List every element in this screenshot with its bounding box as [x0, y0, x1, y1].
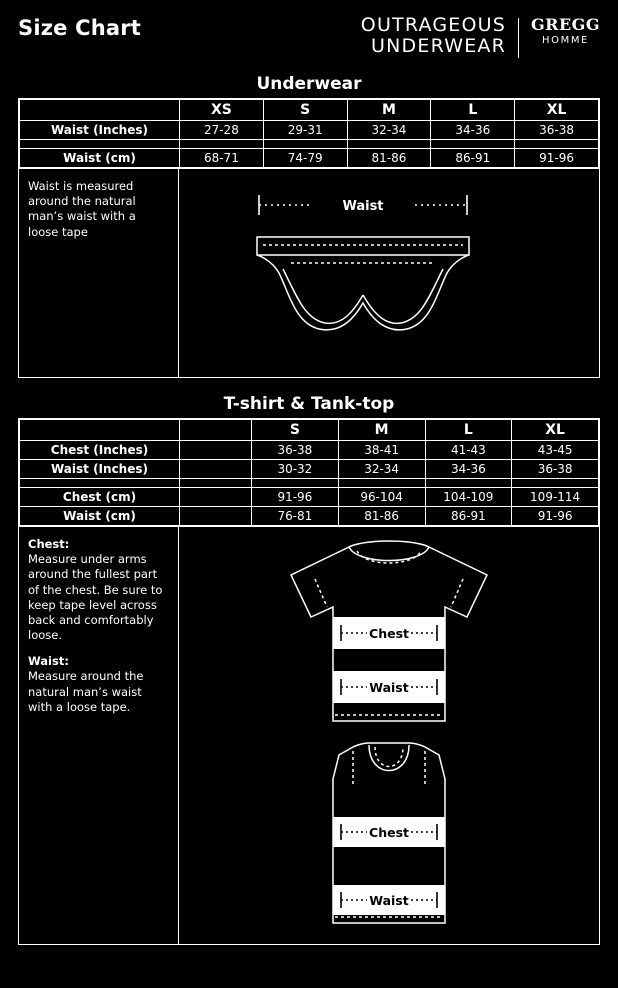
table-spacer-row: [20, 140, 599, 149]
underwear-artwork: [179, 169, 599, 377]
brief-illustration: [239, 177, 539, 367]
tshirt-notes: [19, 527, 179, 944]
table-header-row: [20, 100, 599, 121]
underwear-row-1-l: 86-91: [431, 149, 515, 168]
underwear-row-1-label: Waist (cm): [20, 149, 180, 168]
tshirt-section-title: T-shirt & Tank-top: [223, 394, 395, 414]
tshirt-row-2-s: 91-96: [252, 488, 339, 507]
underwear-header-l: L: [431, 100, 515, 121]
underwear-size-table: [19, 99, 599, 168]
waist-note-text: Measure around the natural man’s waist with a loose tape.: [28, 669, 144, 714]
table-row: [20, 441, 599, 460]
tshirt-row-0-blank: [180, 441, 252, 460]
tshirt-header-l: L: [425, 420, 512, 441]
underwear-illustration-panel: [19, 168, 599, 377]
underwear-row-0-m: 32-34: [347, 121, 431, 140]
waist-note-heading: Waist:: [28, 654, 69, 669]
underwear-row-0-s: 29-31: [263, 121, 347, 140]
tanktop-chest-label: Chest: [369, 825, 409, 840]
brand-sub-2: HOMME: [542, 34, 589, 46]
tshirt-header-m: M: [338, 420, 425, 441]
table-row: [20, 460, 599, 479]
tshirt-illustration-panel: [19, 526, 599, 944]
brand-line-2: UNDERWEAR: [371, 35, 507, 57]
brand-sub-1: GREGG: [531, 15, 600, 34]
underwear-header-m: M: [347, 100, 431, 121]
tshirt-size-table: [19, 419, 599, 526]
table-row: [20, 507, 599, 526]
underwear-row-0-l: 34-36: [431, 121, 515, 140]
table-spacer-row: [20, 479, 599, 488]
tshirt-row-2-l: 104-109: [425, 488, 512, 507]
tshirt-row-0-m: 38-41: [338, 441, 425, 460]
tshirt-row-3-m: 81-86: [338, 507, 425, 526]
table-row: [20, 149, 599, 168]
tshirt-row-1-blank: [180, 460, 252, 479]
tshirt-row-2-xl: 109-114: [512, 488, 599, 507]
tshirt-row-1-l: 34-36: [425, 460, 512, 479]
underwear-note: [19, 169, 179, 377]
tshirt-row-3-l: 86-91: [425, 507, 512, 526]
underwear-header-blank: [20, 100, 180, 121]
underwear-row-1-xs: 68-71: [180, 149, 264, 168]
underwear-waist-label: Waist: [342, 199, 384, 214]
tshirt-row-1-label: Waist (Inches): [20, 460, 180, 479]
table-row: [20, 488, 599, 507]
tshirt-row-1-m: 32-34: [338, 460, 425, 479]
tshirt-row-0-s: 36-38: [252, 441, 339, 460]
tshirt-block: [18, 418, 600, 945]
underwear-header-s: S: [263, 100, 347, 121]
underwear-row-0-xl: 36-38: [515, 121, 599, 140]
underwear-row-0-xs: 27-28: [180, 121, 264, 140]
tanktop-illustration: [249, 739, 529, 934]
tshirt-row-3-label: Waist (cm): [20, 507, 180, 526]
tshirt-artwork: [179, 527, 599, 944]
underwear-row-1-m: 81-86: [347, 149, 431, 168]
tshirt-row-0-label: Chest (Inches): [20, 441, 180, 460]
underwear-header-xl: XL: [515, 100, 599, 121]
tshirt-row-0-l: 41-43: [425, 441, 512, 460]
tshirt-header-xl: XL: [512, 420, 599, 441]
underwear-row-1-s: 74-79: [263, 149, 347, 168]
tshirt-row-3-xl: 91-96: [512, 507, 599, 526]
table-header-row: [20, 420, 599, 441]
tshirt-header-blank2: [180, 420, 252, 441]
tshirt-row-3-blank: [180, 507, 252, 526]
page-title: Size Chart: [18, 16, 142, 40]
tshirt-row-0-xl: 43-45: [512, 441, 599, 460]
page-header: [0, 0, 618, 72]
brand-divider: [518, 18, 519, 58]
underwear-header-xs: XS: [180, 100, 264, 121]
chest-note-text: Measure under arms around the fullest part of the chest. Be sure to keep tape level across back and comfortably loose.: [28, 552, 163, 643]
chest-note-heading: Chest:: [28, 537, 70, 551]
brand-wordmark: [361, 16, 506, 56]
underwear-row-1-xl: 91-96: [515, 149, 599, 168]
brand-logo: [361, 16, 600, 58]
tshirt-illustration: [249, 535, 529, 735]
tshirt-header-s: S: [252, 420, 339, 441]
tshirt-row-1-s: 30-32: [252, 460, 339, 479]
tshirt-row-2-blank: [180, 488, 252, 507]
tshirt-row-1-xl: 36-38: [512, 460, 599, 479]
tshirt-row-3-s: 76-81: [252, 507, 339, 526]
tshirt-header-blank: [20, 420, 180, 441]
brand-submark: [531, 16, 600, 46]
tshirt-waist-label: Waist: [369, 680, 409, 695]
underwear-note-text: Waist is measured around the natural man’s waist with a loose tape: [28, 179, 136, 239]
table-row: [20, 121, 599, 140]
underwear-block: [18, 98, 600, 378]
tshirt-row-2-m: 96-104: [338, 488, 425, 507]
brand-line-1: OUTRAGEOUS: [360, 14, 507, 36]
underwear-row-0-label: Waist (Inches): [20, 121, 180, 140]
tshirt-row-2-label: Chest (cm): [20, 488, 180, 507]
tshirt-chest-label: Chest: [369, 626, 409, 641]
tanktop-waist-label: Waist: [369, 893, 409, 908]
underwear-section-title: Underwear: [256, 74, 362, 94]
